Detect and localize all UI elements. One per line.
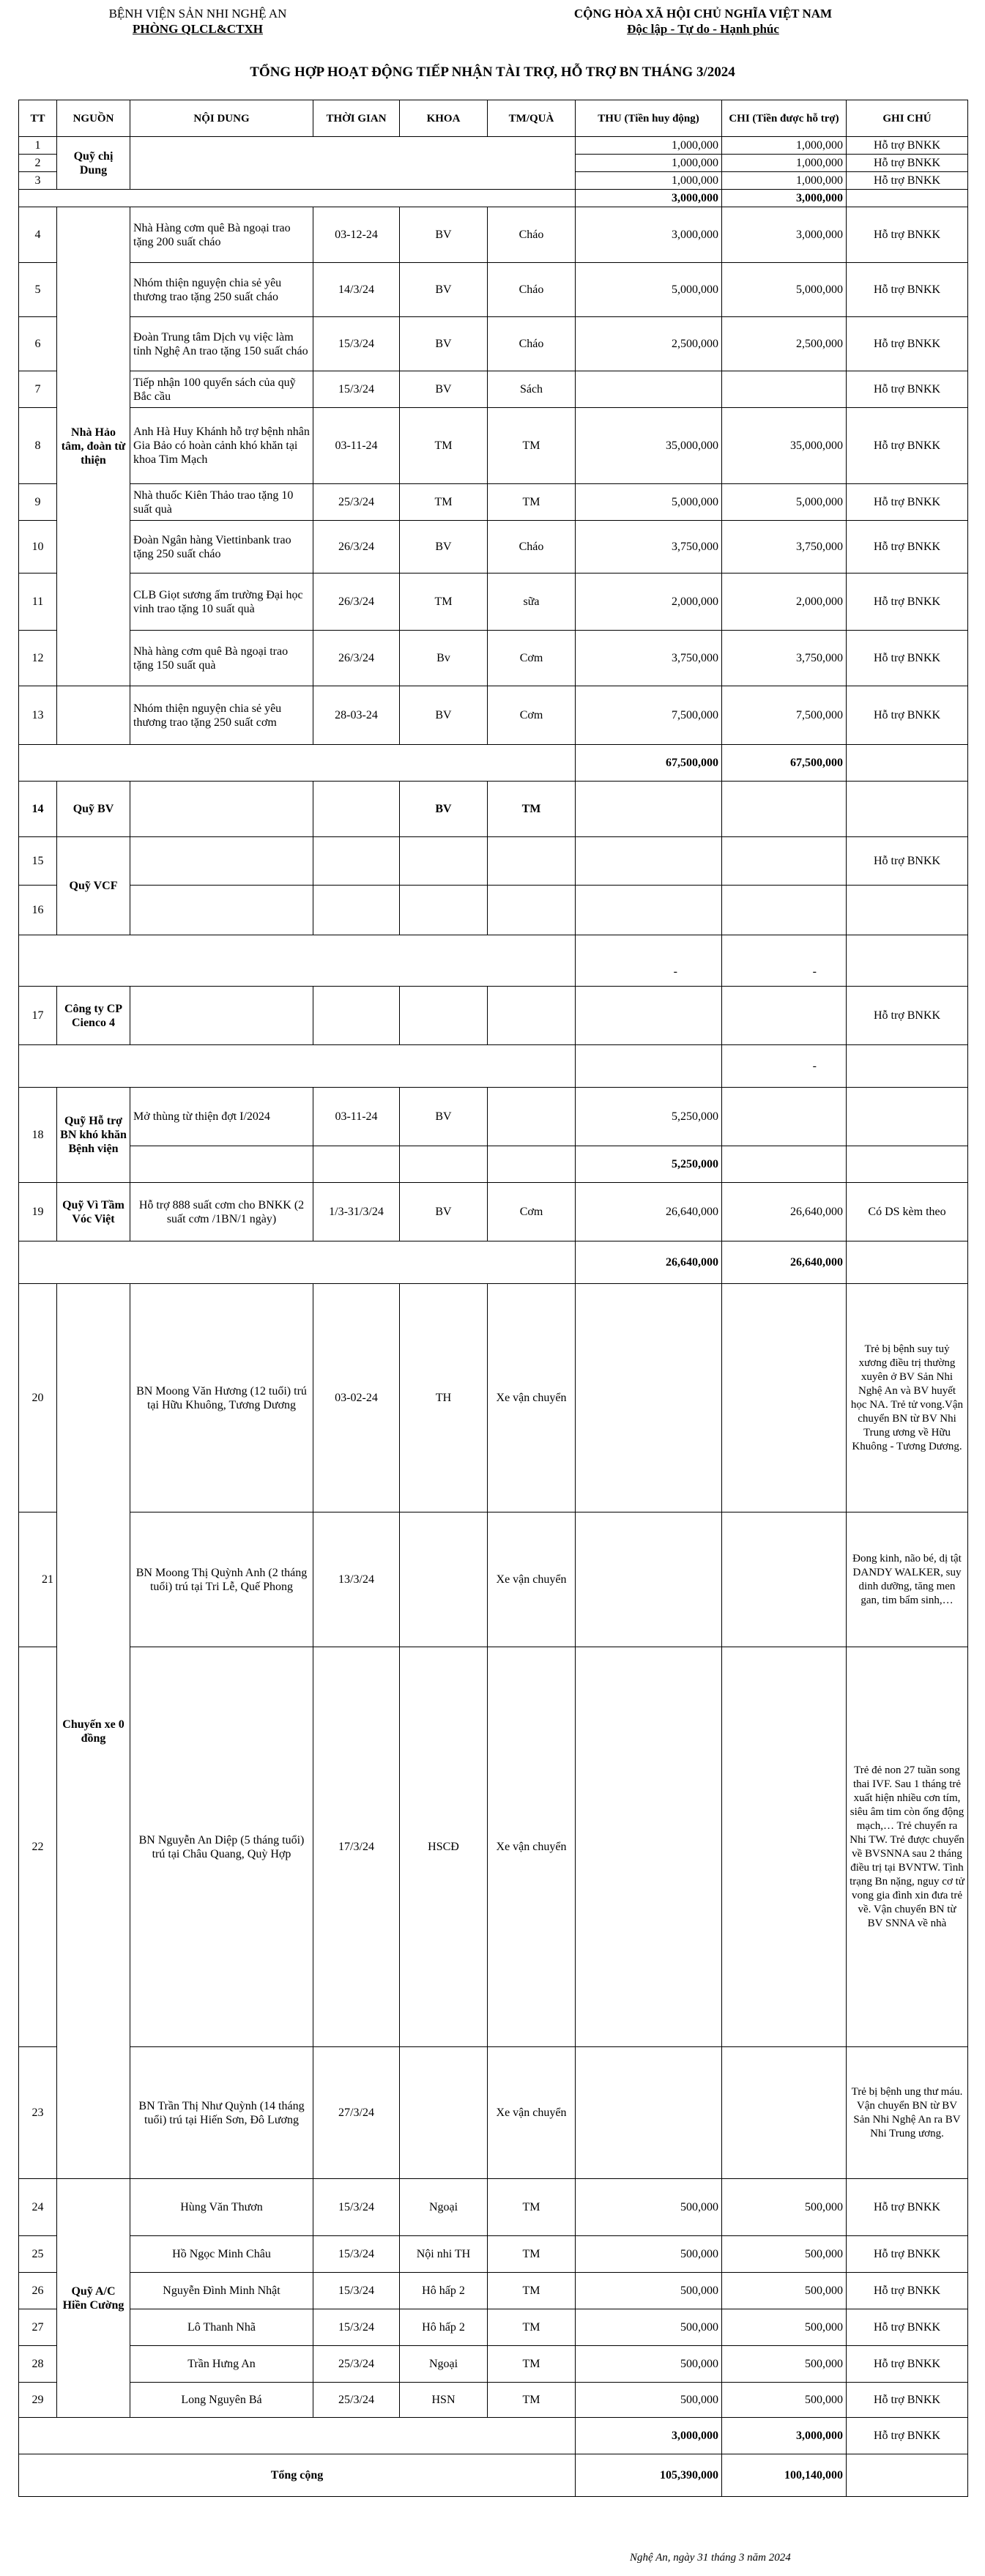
cell-ghichu: Trẻ đẻ non 27 tuần song thai IVF. Sau 1 tháng trẻ xuất hiện nhiều cơn tím, siêu âm tim còn ống động mạch,… Trẻ chuyển ra Nhi TW. Trẻ được chuyển về BVSNNA sau 2 tháng điều trị tại BVNTW. Tình trạng Bn nặng, nguy cơ tử vong gia đình xin đưa trẻ về. Vận chuyển BN từ BV SNNA về nhà xyxy=(847,1647,968,2047)
cell-thoigian: 15/3/24 xyxy=(313,2309,400,2346)
col-header-thoigian: THỜI GIAN xyxy=(313,100,400,137)
source-quy-chi-dung: Quỹ chị Dung xyxy=(57,137,130,190)
col-header-thu: THU (Tiền huy động) xyxy=(576,100,722,137)
cell-noidung: Hùng Văn Thươn xyxy=(130,2179,313,2236)
cell-khoa: TM xyxy=(400,484,488,521)
cell-tt: 18 xyxy=(19,1088,57,1183)
cell-noidung: Nhóm thiện nguyện chia sẻ yêu thương trao tặng 250 suất cơm xyxy=(130,686,313,745)
cell-noidung: Nhà Hàng cơm quê Bà ngoại trao tặng 200 suất cháo xyxy=(130,207,313,263)
cell-thu: 500,000 xyxy=(576,2273,722,2309)
subtotal-chi: 3,000,000 xyxy=(722,190,847,207)
source-chuyen-xe: Chuyến xe 0 đồng xyxy=(57,1284,130,2179)
cell-noidung: BN Moong Thị Quỳnh Anh (2 tháng tuổi) trú tại Tri Lễ, Quế Phong xyxy=(130,1512,313,1647)
cell-thoigian: 17/3/24 xyxy=(313,1647,400,2047)
cell-tt: 4 xyxy=(19,207,57,263)
cell-thoigian: 03-11-24 xyxy=(313,408,400,484)
cell-tmqua: Cơm xyxy=(488,631,576,686)
cell-tt: 17 xyxy=(19,987,57,1045)
table-row xyxy=(19,371,968,408)
cell-ghichu: Hỗ trợ BNKK xyxy=(847,155,968,172)
cell-thoigian: 03-12-24 xyxy=(313,207,400,263)
cell-ghichu: Hỗ trợ BNKK xyxy=(847,317,968,371)
cell-thoigian: 25/3/24 xyxy=(313,2346,400,2383)
cell-chi: 3,000,000 xyxy=(722,207,847,263)
cell-tmqua: TM xyxy=(488,2179,576,2236)
cell-khoa: BV xyxy=(400,782,488,837)
cell-tt: 19 xyxy=(19,1183,57,1241)
cell-noidung: Trần Hưng An xyxy=(130,2346,313,2383)
table-row xyxy=(19,1088,968,1146)
cell-noidung: Nguyễn Đình Minh Nhật xyxy=(130,2273,313,2309)
cell-thoigian: 26/3/24 xyxy=(313,631,400,686)
cell-ghichu: Hỗ trợ BNKK xyxy=(847,408,968,484)
signature-date: Nghệ An, ngày 31 tháng 3 năm 2024 xyxy=(630,2552,791,2564)
cell-thoigian: 14/3/24 xyxy=(313,263,400,317)
cell-khoa: TM xyxy=(400,408,488,484)
subtotal-thu: - xyxy=(576,935,722,987)
header-right xyxy=(498,6,908,37)
cell-chi: 500,000 xyxy=(722,2346,847,2383)
cell-tmqua: Cháo xyxy=(488,317,576,371)
cell-thoigian: 15/3/24 xyxy=(313,2273,400,2309)
source-quy-vcf: Quỹ VCF xyxy=(57,837,130,935)
total-label: Tổng cộng xyxy=(19,2454,576,2497)
cell-khoa: BV xyxy=(400,263,488,317)
cell-thoigian: 26/3/24 xyxy=(313,574,400,631)
cell-tmqua: Cháo xyxy=(488,207,576,263)
cell-khoa: Ngoại xyxy=(400,2346,488,2383)
document-title: TỔNG HỢP HOẠT ĐỘNG TIẾP NHẬN TÀI TRỢ, HỖ TRỢ BN THÁNG 3/2024 xyxy=(250,64,735,80)
cell-thu: 500,000 xyxy=(576,2346,722,2383)
table-row xyxy=(19,2383,968,2418)
cell-thoigian: 15/3/24 xyxy=(313,2236,400,2273)
subtotal-chi: 3,000,000 xyxy=(722,2418,847,2454)
cell-tt: 2 xyxy=(19,155,57,172)
cell-chi: 5,000,000 xyxy=(722,263,847,317)
cell-thoigian: 03-02-24 xyxy=(313,1284,400,1512)
cell-chi: 500,000 xyxy=(722,2236,847,2273)
table-row xyxy=(19,2047,968,2179)
col-header-tmqua: TM/QUÀ xyxy=(488,100,576,137)
report-table xyxy=(18,100,968,2497)
source-quy-ac: Quỹ A/C Hiền Cường xyxy=(57,2179,130,2418)
cell-tmqua: Cháo xyxy=(488,263,576,317)
col-header-chi: CHI (Tiền được hỗ trợ) xyxy=(722,100,847,137)
subtotal-chi: 67,500,000 xyxy=(722,745,847,782)
cell-noidung: Đoàn Ngân hàng Viettinbank trao tặng 250 suất cháo xyxy=(130,521,313,574)
table-row xyxy=(19,207,968,263)
total-row xyxy=(19,2454,968,2497)
cell-noidung: BN Nguyễn An Diệp (5 tháng tuổi) trú tại Châu Quang, Quỳ Hợp xyxy=(130,1647,313,2047)
cell-khoa: Ngoại xyxy=(400,2179,488,2236)
cell-tt: 26 xyxy=(19,2273,57,2309)
subtotal-row xyxy=(19,190,968,207)
cell-tt: 29 xyxy=(19,2383,57,2418)
cell-tmqua: TM xyxy=(488,408,576,484)
cell-tmqua: Cháo xyxy=(488,521,576,574)
table-row xyxy=(19,408,968,484)
subtotal-thu: 3,000,000 xyxy=(576,190,722,207)
cell-thu: 5,000,000 xyxy=(576,263,722,317)
subtotal-thu: 26,640,000 xyxy=(576,1241,722,1284)
cell-thu xyxy=(576,371,722,408)
cell-tmqua: TM xyxy=(488,2383,576,2418)
cell-chi: 500,000 xyxy=(722,2179,847,2236)
cell-thu: 1,000,000 xyxy=(576,155,722,172)
col-header-noidung: NỘI DUNG xyxy=(130,100,313,137)
cell-thu: 3,750,000 xyxy=(576,631,722,686)
cell-tt: 14 xyxy=(19,782,57,837)
cell-noidung: Tiếp nhận 100 quyển sách của quỹ Bắc cầu xyxy=(130,371,313,408)
cell-tt: 12 xyxy=(19,631,57,686)
cell-noidung: Nhà thuốc Kiên Thảo trao tặng 10 suất quà xyxy=(130,484,313,521)
cell-noidung: Mở thùng từ thiện đợt I/2024 xyxy=(130,1088,313,1146)
header-left xyxy=(84,6,311,37)
cell-tt: 21 xyxy=(19,1512,57,1647)
cell-khoa: Hô hấp 2 xyxy=(400,2273,488,2309)
table-row xyxy=(19,574,968,631)
cell-thoigian: 13/3/24 xyxy=(313,1512,400,1647)
cell-tt: 25 xyxy=(19,2236,57,2273)
cell-ghichu: Trẻ bị bệnh suy tuỷ xương điều trị thường xuyên ở BV Sản Nhi Nghệ An và BV huyết học NA. Trẻ tử vong.Vận chuyển BN từ BV Nhi Trung ương về Hữu Khuông - Tương Dương. xyxy=(847,1284,968,1512)
cell-chi: 2,000,000 xyxy=(722,574,847,631)
cell-chi: 7,500,000 xyxy=(722,686,847,745)
cell-chi: 500,000 xyxy=(722,2383,847,2418)
cell-tt: 23 xyxy=(19,2047,57,2179)
cell-noidung: CLB Giọt sương ấm trường Đại học vinh trao tặng 10 suất quà xyxy=(130,574,313,631)
cell-tmqua: TM xyxy=(488,2309,576,2346)
cell-tmqua: Cơm xyxy=(488,686,576,745)
cell-tmqua: sữa xyxy=(488,574,576,631)
subtotal-ghichu: Hỗ trợ BNKK xyxy=(847,2418,968,2454)
cell-khoa: BV xyxy=(400,317,488,371)
subtotal-chi: - xyxy=(722,1045,847,1088)
cell-khoa: BV xyxy=(400,371,488,408)
cell-noidung: Long Nguyên Bá xyxy=(130,2383,313,2418)
cell-ghichu: Hỗ trợ BNKK xyxy=(847,2273,968,2309)
cell-khoa: BV xyxy=(400,1183,488,1241)
source-nha-hao-tam: Nhà Hảo tâm, đoàn từ thiện xyxy=(57,207,130,686)
cell-khoa: HSCĐ xyxy=(400,1647,488,2047)
cell-khoa: Hô hấp 2 xyxy=(400,2309,488,2346)
cell-tt: 1 xyxy=(19,137,57,155)
cell-ghichu: Hỗ trợ BNKK xyxy=(847,837,968,886)
cell-chi: 1,000,000 xyxy=(722,137,847,155)
cell-noidung: Nhóm thiện nguyện chia sẻ yêu thương trao tặng 250 suất cháo xyxy=(130,263,313,317)
cell-thu: 500,000 xyxy=(576,2383,722,2418)
cell-khoa: TH xyxy=(400,1284,488,1512)
cell-thoigian: 1/3-31/3/24 xyxy=(313,1183,400,1241)
cell-ghichu: Hỗ trợ BNKK xyxy=(847,631,968,686)
cell-tt: 27 xyxy=(19,2309,57,2346)
table-row xyxy=(19,886,968,935)
cell-noidung: Nhà hàng cơm quê Bà ngoại trao tặng 150 suất quà xyxy=(130,631,313,686)
cell-ghichu: Hỗ trợ BNKK xyxy=(847,686,968,745)
cell-tmqua: TM xyxy=(488,2273,576,2309)
subtotal-row xyxy=(19,1241,968,1284)
cell-chi: 3,750,000 xyxy=(722,521,847,574)
cell-tmqua: Xe vận chuyển xyxy=(488,1284,576,1512)
cell-thu: 500,000 xyxy=(576,2236,722,2273)
cell-ghichu: Hỗ trợ BNKK xyxy=(847,207,968,263)
table-header-row xyxy=(19,100,968,137)
cell-ghichu: Hỗ trợ BNKK xyxy=(847,521,968,574)
cell-ghichu: Hỗ trợ BNKK xyxy=(847,2346,968,2383)
cell-noidung: Lô Thanh Nhã xyxy=(130,2309,313,2346)
cell-thoigian: 25/3/24 xyxy=(313,2383,400,2418)
cell-thu: 35,000,000 xyxy=(576,408,722,484)
cell-tt: 10 xyxy=(19,521,57,574)
cell-ghichu: Hỗ trợ BNKK xyxy=(847,987,968,1045)
cell-tt: 11 xyxy=(19,574,57,631)
cell-tmqua: Xe vận chuyển xyxy=(488,2047,576,2179)
cell-khoa: BV xyxy=(400,207,488,263)
cell-thu: 26,640,000 xyxy=(576,1183,722,1241)
cell-tt: 6 xyxy=(19,317,57,371)
table-row xyxy=(19,987,968,1045)
cell-ghichu: Đong kinh, não bé, dị tật DANDY WALKER, suy dinh dưỡng, tăng men gan, tim bẩm sinh,… xyxy=(847,1512,968,1647)
subtotal-thu: 3,000,000 xyxy=(576,2418,722,2454)
total-thu: 105,390,000 xyxy=(576,2454,722,2497)
cell-thoigian: 15/3/24 xyxy=(313,317,400,371)
cell-thu: 2,500,000 xyxy=(576,317,722,371)
cell-thoigian: 28-03-24 xyxy=(313,686,400,745)
cell-tt: 8 xyxy=(19,408,57,484)
table-row xyxy=(19,484,968,521)
table-row xyxy=(19,521,968,574)
subtotal-chi: - xyxy=(722,935,847,987)
table-row xyxy=(19,782,968,837)
subtotal-thu: 67,500,000 xyxy=(576,745,722,782)
subtotal-row xyxy=(19,1045,968,1088)
subtotal-row xyxy=(19,935,968,987)
cell-tt: 24 xyxy=(19,2179,57,2236)
cell-khoa xyxy=(400,1512,488,1647)
cell-thu: 1,000,000 xyxy=(576,137,722,155)
table-row xyxy=(19,2236,968,2273)
cell-khoa: BV xyxy=(400,686,488,745)
cell-khoa: BV xyxy=(400,521,488,574)
cell-thoigian: 03-11-24 xyxy=(313,1088,400,1146)
cell-tt: 13 xyxy=(19,686,57,745)
source-quy-bv: Quỹ BV xyxy=(57,782,130,837)
cell-tmqua: TM xyxy=(488,2346,576,2383)
cell-noidung: Anh Hà Huy Khánh hỗ trợ bệnh nhân Gia Bảo có hoàn cảnh khó khăn tại khoa Tim Mạch xyxy=(130,408,313,484)
cell-ghichu: Hỗ trợ BNKK xyxy=(847,371,968,408)
hospital-name: BỆNH VIỆN SẢN NHI NGHỆ AN xyxy=(108,7,287,21)
cell-chi: 3,750,000 xyxy=(722,631,847,686)
cell-khoa xyxy=(400,2047,488,2179)
national-title: CỘNG HÒA XÃ HỘI CHỦ NGHĨA VIỆT NAM xyxy=(573,7,833,21)
cell-thu: 2,000,000 xyxy=(576,574,722,631)
total-chi: 100,140,000 xyxy=(722,2454,847,2497)
cell-chi: 1,000,000 xyxy=(722,172,847,190)
cell-ghichu: Trẻ bị bệnh ung thư máu. Vận chuyển BN từ BV Sản Nhi Nghệ An ra BV Nhi Trung ương. xyxy=(847,2047,968,2179)
table-row xyxy=(19,1183,968,1241)
cell-noidung: BN Moong Văn Hương (12 tuổi) trú tại Hữu Khuông, Tương Dương xyxy=(130,1284,313,1512)
national-motto: Độc lập - Tự do - Hạnh phúc xyxy=(627,22,779,36)
cell-thoigian: 26/3/24 xyxy=(313,521,400,574)
cell-thu: 3,000,000 xyxy=(576,207,722,263)
cell-ghichu: Hỗ trợ BNKK xyxy=(847,574,968,631)
cell-tt: 9 xyxy=(19,484,57,521)
cell-tmqua: TM xyxy=(488,2236,576,2273)
cell-tt: 15 xyxy=(19,837,57,886)
cell-noidung: Hồ Ngọc Minh Châu xyxy=(130,2236,313,2273)
cell-tmqua: TM xyxy=(488,484,576,521)
cell-tt: 28 xyxy=(19,2346,57,2383)
cell-thu: 5,250,000 xyxy=(576,1088,722,1146)
cell-tt: 5 xyxy=(19,263,57,317)
subtotal-row xyxy=(19,745,968,782)
department-name: PHÒNG QLCL&CTXH xyxy=(132,22,264,36)
cell-ghichu: Hỗ trợ BNKK xyxy=(847,2179,968,2236)
table-row xyxy=(19,2179,968,2236)
cell-thu: 500,000 xyxy=(576,2309,722,2346)
cell-khoa: HSN xyxy=(400,2383,488,2418)
cell-tt: 3 xyxy=(19,172,57,190)
subtotal-row xyxy=(19,1146,968,1183)
cell-chi: 1,000,000 xyxy=(722,155,847,172)
cell-tmqua: TM xyxy=(488,782,576,837)
source-quy-ho-tro: Quỹ Hỗ trợ BN khó khăn Bệnh viện xyxy=(57,1088,130,1183)
cell-thoigian: 15/3/24 xyxy=(313,2179,400,2236)
cell-chi: 26,640,000 xyxy=(722,1183,847,1241)
table-row xyxy=(19,631,968,686)
cell-tt: 22 xyxy=(19,1647,57,2047)
cell-chi: 500,000 xyxy=(722,2273,847,2309)
col-header-nguon: NGUỒN xyxy=(57,100,130,137)
table-row xyxy=(19,317,968,371)
cell-tt: 20 xyxy=(19,1284,57,1512)
cell-tt: 16 xyxy=(19,886,57,935)
table-row xyxy=(19,686,968,745)
cell-ghichu: Hỗ trợ BNKK xyxy=(847,2383,968,2418)
cell-chi: 500,000 xyxy=(722,2309,847,2346)
subtotal-thu: 5,250,000 xyxy=(576,1146,722,1183)
cell-tt: 7 xyxy=(19,371,57,408)
cell-empty xyxy=(130,137,576,190)
cell-tmqua: Xe vận chuyển xyxy=(488,1647,576,2047)
cell-khoa: Nội nhi TH xyxy=(400,2236,488,2273)
cell-thu: 1,000,000 xyxy=(576,172,722,190)
cell-thoigian: 27/3/24 xyxy=(313,2047,400,2179)
subtotal-chi: 26,640,000 xyxy=(722,1241,847,1284)
cell-ghichu: Hỗ trợ BNKK xyxy=(847,263,968,317)
cell-ghichu: Hỗ trợ BNKK xyxy=(847,484,968,521)
table-row xyxy=(19,1647,968,2047)
cell-khoa: TM xyxy=(400,574,488,631)
cell-thu: 7,500,000 xyxy=(576,686,722,745)
table-row xyxy=(19,2273,968,2309)
col-header-tt: TT xyxy=(19,100,57,137)
table-row xyxy=(19,137,968,155)
subtotal-row xyxy=(19,2418,968,2454)
cell-chi xyxy=(722,371,847,408)
table-row xyxy=(19,2309,968,2346)
cell-thoigian: 25/3/24 xyxy=(313,484,400,521)
cell-thoigian: 15/3/24 xyxy=(313,371,400,408)
cell-thu: 3,750,000 xyxy=(576,521,722,574)
cell-khoa: Bv xyxy=(400,631,488,686)
cell-noidung: BN Trần Thị Như Quỳnh (14 tháng tuổi) trú tại Hiến Sơn, Đô Lương xyxy=(130,2047,313,2179)
table-row xyxy=(19,2346,968,2383)
source-cienco: Công ty CP Cienco 4 xyxy=(57,987,130,1045)
cell-chi: 2,500,000 xyxy=(722,317,847,371)
cell-ghichu: Hỗ trợ BNKK xyxy=(847,172,968,190)
source-quy-vi-tam: Quỹ Vì Tầm Vóc Việt xyxy=(57,1183,130,1241)
col-header-ghichu: GHI CHÚ xyxy=(847,100,968,137)
cell-noidung: Hỗ trợ 888 suất cơm cho BNKK (2 suất cơm /1BN/1 ngày) xyxy=(130,1183,313,1241)
cell-ghichu: Hỗ trợ BNKK xyxy=(847,2236,968,2273)
table-row xyxy=(19,837,968,886)
cell-ghichu: Hỗ trợ BNKK xyxy=(847,2309,968,2346)
col-header-khoa: KHOA xyxy=(400,100,488,137)
cell-tmqua: Sách xyxy=(488,371,576,408)
cell-thu: 5,000,000 xyxy=(576,484,722,521)
cell-chi: 5,000,000 xyxy=(722,484,847,521)
cell-tmqua: Cơm xyxy=(488,1183,576,1241)
cell-ghichu: Có DS kèm theo xyxy=(847,1183,968,1241)
table-row xyxy=(19,1512,968,1647)
cell-chi: 35,000,000 xyxy=(722,408,847,484)
cell-noidung: Đoàn Trung tâm Dịch vụ việc làm tỉnh Nghệ An trao tặng 150 suất cháo xyxy=(130,317,313,371)
table-row xyxy=(19,263,968,317)
table-row xyxy=(19,1284,968,1512)
cell-ghichu: Hỗ trợ BNKK xyxy=(847,137,968,155)
cell-tmqua: Xe vận chuyển xyxy=(488,1512,576,1647)
cell-khoa: BV xyxy=(400,1088,488,1146)
cell-thu: 500,000 xyxy=(576,2179,722,2236)
